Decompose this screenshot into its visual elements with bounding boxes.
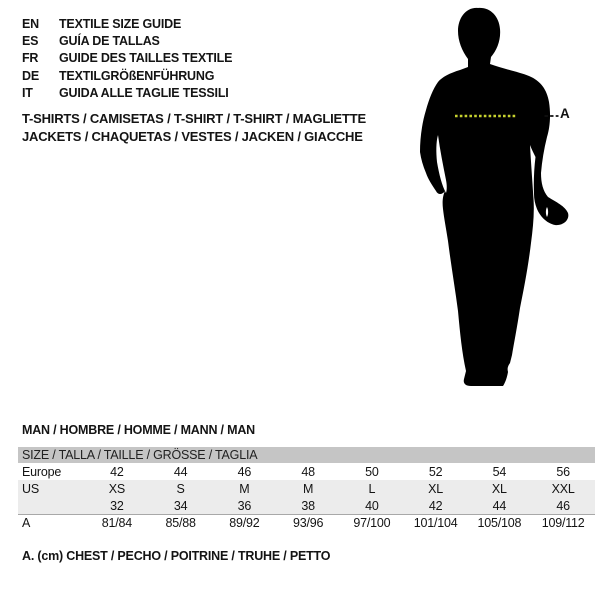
- language-row-de: [22, 67, 232, 84]
- language-title: TEXTILGRÖßENFÜHRUNG: [59, 68, 215, 83]
- size-value: S: [176, 481, 185, 496]
- measurement-a-label: A: [560, 106, 570, 121]
- size-value: XL: [428, 481, 444, 496]
- language-row-es: [22, 32, 232, 49]
- language-code: IT: [22, 86, 33, 101]
- size-table: [18, 447, 595, 531]
- category-line-tshirts: T-SHIRTS / CAMISETAS / T-SHIRT / T-SHIRT / MAGLIETTE: [22, 111, 366, 126]
- size-value: 109/112: [541, 516, 585, 530]
- language-title: TEXTILE SIZE GUIDE: [59, 16, 182, 31]
- section-title-man: MAN / HOMBRE / HOMME / MANN / MAN: [22, 423, 255, 437]
- size-value: 54: [492, 464, 507, 479]
- row-label: Europe: [22, 464, 62, 479]
- size-value: 46: [556, 498, 570, 513]
- size-value: 48: [301, 464, 315, 479]
- size-value: 97/100: [353, 516, 391, 530]
- size-value: 101/104: [413, 516, 458, 530]
- language-code: ES: [22, 34, 39, 49]
- size-value: 32: [110, 498, 124, 513]
- language-title: GUIDA ALLE TAGLIE TESSILI: [59, 86, 229, 101]
- language-row-en: [22, 15, 232, 32]
- table-row-us-numeric: [18, 497, 595, 514]
- size-value: 50: [365, 464, 379, 479]
- man-silhouette-graphic: [400, 2, 580, 397]
- man-silhouette-shape: [420, 8, 568, 386]
- category-line-jackets: JACKETS / CHAQUETAS / VESTES / JACKEN / GIACCHE: [22, 128, 363, 144]
- measurement-footnote: A. (cm) CHEST / PECHO / POITRINE / TRUHE / PETTO: [22, 549, 331, 563]
- garment-categories: [22, 110, 366, 145]
- size-value: M: [303, 481, 314, 496]
- language-title: GUÍA DE TALLAS: [59, 34, 160, 49]
- size-value: L: [368, 481, 376, 496]
- size-value: 81/84: [101, 516, 133, 530]
- size-value: XXL: [551, 481, 575, 496]
- size-value: XS: [108, 481, 126, 496]
- size-value: 40: [365, 498, 379, 513]
- language-code: DE: [22, 68, 39, 83]
- language-code: EN: [22, 16, 39, 31]
- language-code: FR: [22, 51, 39, 66]
- table-row-europe: [18, 463, 595, 480]
- size-value: 105/108: [477, 516, 522, 530]
- row-label: US: [22, 481, 39, 496]
- man-silhouette-figure: [400, 2, 600, 397]
- size-value: 44: [492, 498, 507, 513]
- row-label: A: [22, 516, 31, 530]
- size-value: 93/96: [292, 516, 324, 530]
- language-title: GUIDE DES TAILLES TEXTILE: [59, 51, 233, 66]
- language-row-fr: [22, 50, 232, 67]
- size-value: 42: [110, 464, 124, 479]
- table-row-us: [18, 480, 595, 497]
- size-table-header: SIZE / TALLA / TAILLE / GRÖSSE / TAGLIA: [18, 447, 595, 463]
- size-value: 38: [301, 498, 315, 513]
- size-value: 89/92: [229, 516, 260, 530]
- language-list: [22, 15, 232, 102]
- language-row-it: [22, 85, 232, 102]
- size-value: 42: [428, 498, 443, 513]
- size-value: 85/88: [165, 516, 196, 530]
- size-value: M: [239, 481, 250, 496]
- size-value: 44: [173, 464, 188, 479]
- size-value: 46: [237, 464, 252, 479]
- size-value: 56: [556, 464, 570, 479]
- table-row-a-chest: [18, 514, 595, 531]
- size-value: 34: [173, 498, 188, 513]
- size-value: 36: [237, 498, 252, 513]
- size-value: XL: [491, 481, 507, 496]
- size-value: 52: [428, 464, 443, 479]
